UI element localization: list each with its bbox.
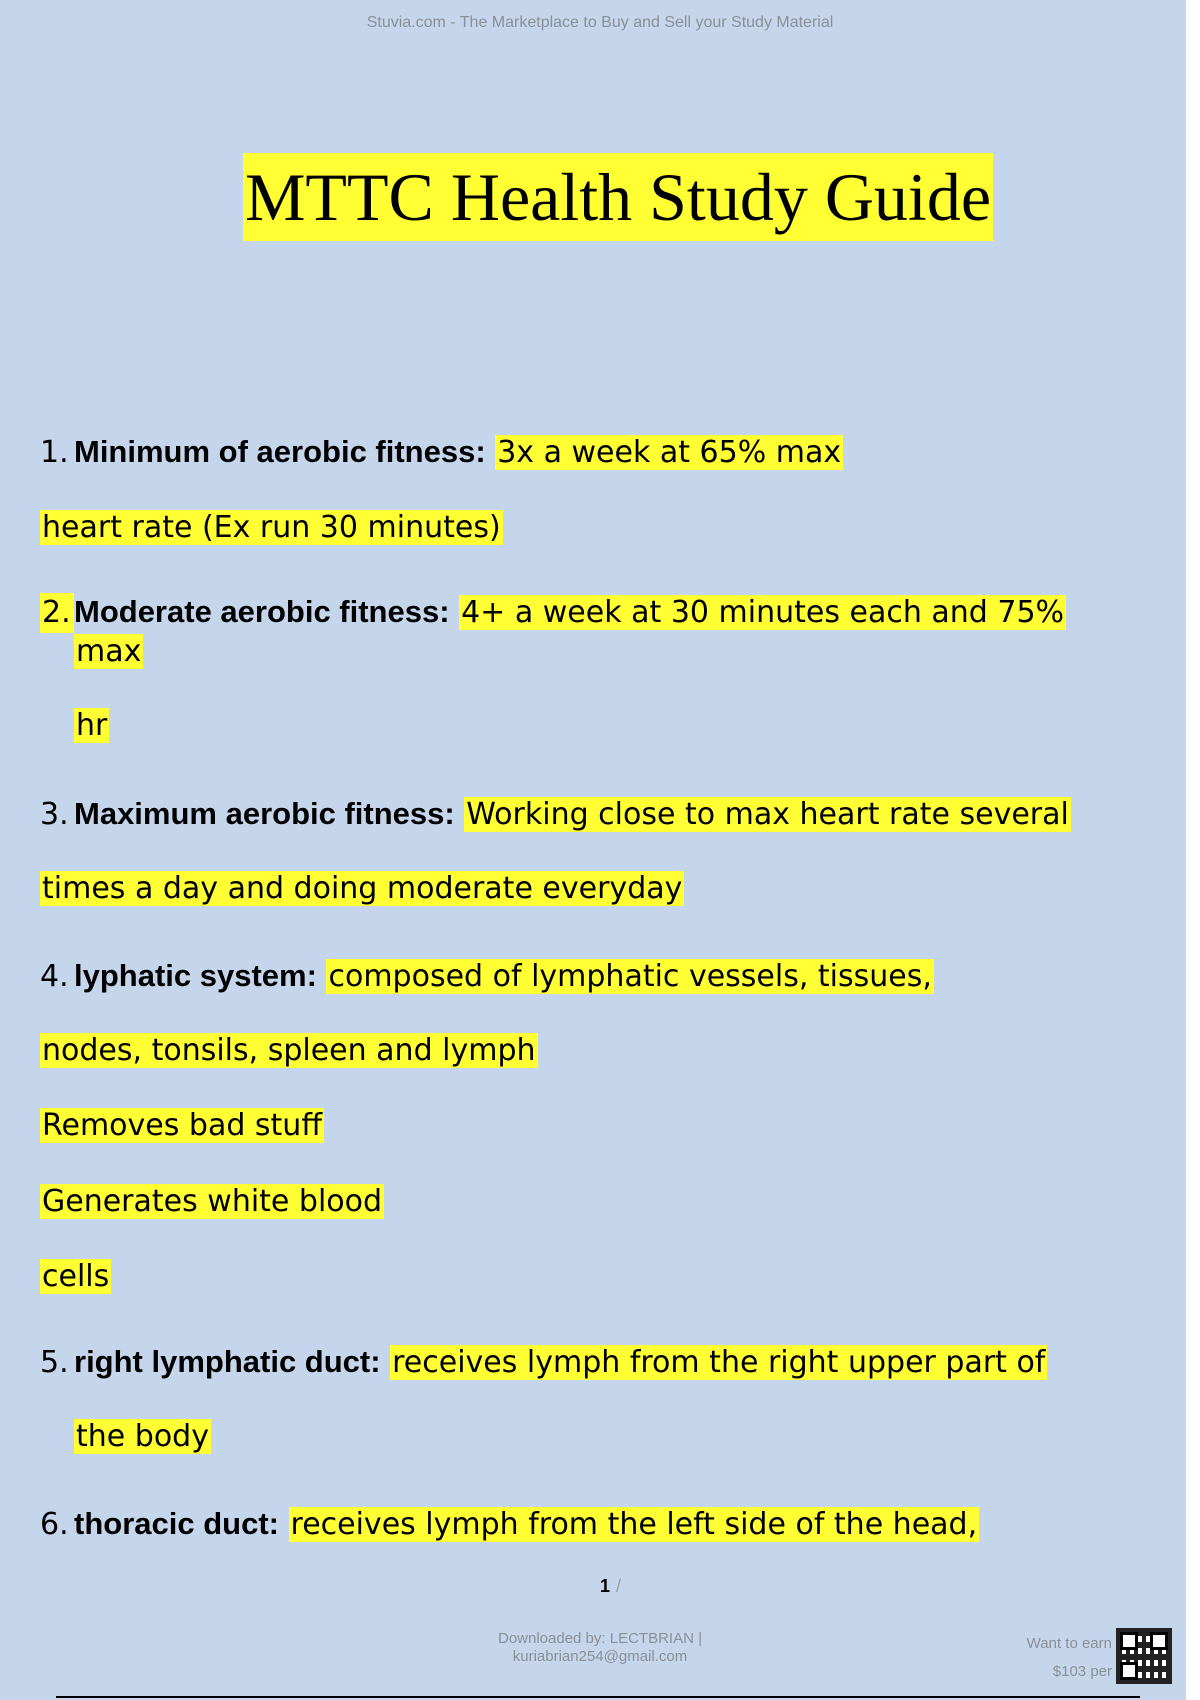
item-continuation — [40, 1182, 384, 1222]
item-term: right lymphatic duct: — [74, 1344, 381, 1379]
item-continuation — [74, 632, 143, 672]
item-continuation — [40, 1106, 324, 1146]
item-number: 6. — [40, 1507, 69, 1542]
item-number: 3. — [40, 797, 69, 832]
download-info — [450, 1630, 750, 1666]
item-term: Minimum of aerobic fitness: — [74, 434, 486, 469]
item-definition: 3x a week at 65% max — [497, 435, 842, 470]
continuation-text: nodes, tonsils, spleen and lymph — [42, 1033, 536, 1068]
item-continuation — [40, 1031, 538, 1071]
item-term: thoracic duct: — [74, 1506, 279, 1541]
list-item-5 — [40, 1342, 1047, 1383]
continuation-text: max — [76, 634, 142, 669]
list-item-3 — [40, 794, 1071, 835]
download-user: Downloaded by: LECTBRIAN | — [498, 1630, 702, 1647]
list-item-4 — [40, 956, 934, 997]
qr-corner-mark — [1120, 1632, 1138, 1650]
page-number-value: 1 — [600, 1576, 611, 1596]
item-definition: 4+ a week at 30 minutes each and 75% — [461, 595, 1065, 630]
item-definition: receives lymph from the right upper part of — [392, 1345, 1046, 1380]
item-term: lyphatic system: — [74, 958, 317, 993]
continuation-text: Generates white blood — [42, 1184, 383, 1219]
continuation-text: cells — [42, 1259, 110, 1294]
qr-code-icon[interactable] — [1116, 1628, 1172, 1684]
item-continuation — [74, 1417, 211, 1457]
list-item-2 — [40, 592, 1066, 633]
earn-line-1: Want to earn — [1026, 1635, 1112, 1652]
item-number: 2. — [40, 593, 74, 633]
site-header: Stuvia.com - The Marketplace to Buy and Sell your Study Material — [366, 14, 834, 31]
item-definition: receives lymph from the left side of the head, — [290, 1507, 978, 1542]
item-continuation — [40, 1257, 111, 1297]
item-definition: composed of lymphatic vessels, tissues, — [328, 959, 932, 994]
item-continuation — [40, 869, 684, 909]
page-title: MTTC Health Study Guide — [243, 153, 993, 241]
item-definition: Working close to max heart rate several — [466, 797, 1069, 832]
item-number: 1. — [40, 435, 69, 470]
continuation-text: heart rate (Ex run 30 minutes) — [42, 510, 501, 545]
item-continuation — [40, 508, 503, 548]
continuation-text: hr — [76, 708, 108, 743]
earn-line-2: $103 per — [1052, 1663, 1112, 1680]
item-term: Moderate aerobic fitness: — [74, 594, 450, 629]
page-number — [600, 1576, 621, 1597]
footer-divider — [56, 1696, 1140, 1698]
qr-corner-mark — [1150, 1632, 1168, 1650]
qr-corner-mark — [1120, 1662, 1138, 1680]
earn-promo[interactable] — [960, 1630, 1112, 1686]
list-item-6 — [40, 1504, 979, 1545]
item-term: Maximum aerobic fitness: — [74, 796, 455, 831]
page-edge — [1186, 0, 1200, 1700]
page-separator: / — [616, 1576, 622, 1596]
list-item-1 — [40, 432, 843, 473]
item-number: 4. — [40, 959, 69, 994]
continuation-text: Removes bad stuff — [42, 1108, 322, 1143]
continuation-text: times a day and doing moderate everyday — [42, 871, 683, 906]
item-number: 5. — [40, 1345, 69, 1380]
title-container — [0, 153, 1200, 241]
item-continuation — [74, 706, 109, 746]
download-email: kuriabrian254@gmail.com — [512, 1648, 688, 1665]
continuation-text: the body — [76, 1419, 209, 1454]
